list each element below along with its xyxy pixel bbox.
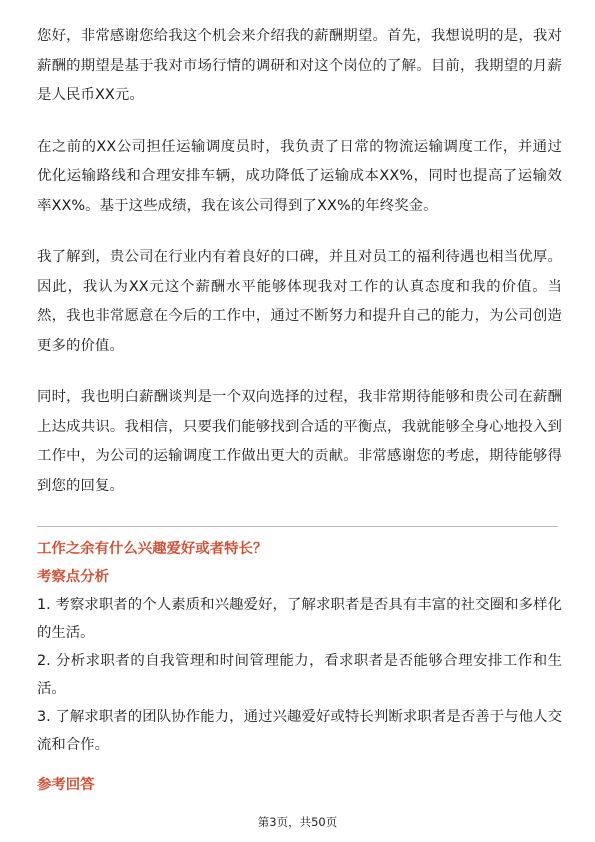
analysis-item-2: 2. 分析求职者的自我管理和时间管理能力，看求职者是否能够合理安排工作和生活。 bbox=[37, 653, 562, 697]
analysis-list bbox=[37, 591, 562, 759]
answer-heading: 参考回答 bbox=[37, 777, 95, 793]
paragraph-2: 在之前的XX公司担任运输调度员时，我负责了日常的物流运输调度工作，并通过优化运输路线和合理安排车辆，成功降低了运输成本XX%，同时也提高了运输效率XX%。基于这些成绩，我在该公司得到了XX%的年终奖金。 bbox=[37, 138, 562, 214]
paragraph-4: 同时，我也明白薪酬谈判是一个双向选择的过程，我非常期待能够和贵公司在薪酬上达成共识。我相信，只要我们能够找到合适的平衡点，我就能够全身心地投入到工作中，为公司的运输调度工作做出更大的贡献。非常感谢您的考虑，期待能够得到您的回复。 bbox=[37, 389, 562, 494]
question-title: 工作之余有什么兴趣爱好或者特长？ bbox=[37, 541, 268, 557]
analysis-item-1: 1. 考察求职者的个人素质和兴趣爱好，了解求职者是否具有丰富的社交圈和多样化的生活。 bbox=[37, 597, 562, 641]
answer-body bbox=[37, 22, 562, 523]
paragraph-3: 我了解到，贵公司在行业内有着良好的口碑，并且对员工的福利待遇也相当优厚。因此，我认为XX元这个薪酬水平能够体现我对工作的认真态度和我的价值。当然，我也非常愿意在今后的工作中，通过不断努力和提升自己的能力，为公司创造更多的价值。 bbox=[37, 249, 562, 354]
section-divider bbox=[37, 526, 558, 527]
paragraph-1: 您好，非常感谢您给我这个机会来介绍我的薪酬期望。首先，我想说明的是，我对薪酬的期望是基于我对市场行情的调研和对这个岗位的了解。目前，我期望的月薪是人民币XX元。 bbox=[37, 28, 562, 103]
analysis-heading: 考察点分析 bbox=[37, 569, 109, 585]
analysis-item-3: 3. 了解求职者的团队协作能力，通过兴趣爱好或特长判断求职者是否善于与他人交流和合作。 bbox=[37, 709, 562, 753]
page-footer: 第3页，共50页 bbox=[257, 815, 338, 829]
